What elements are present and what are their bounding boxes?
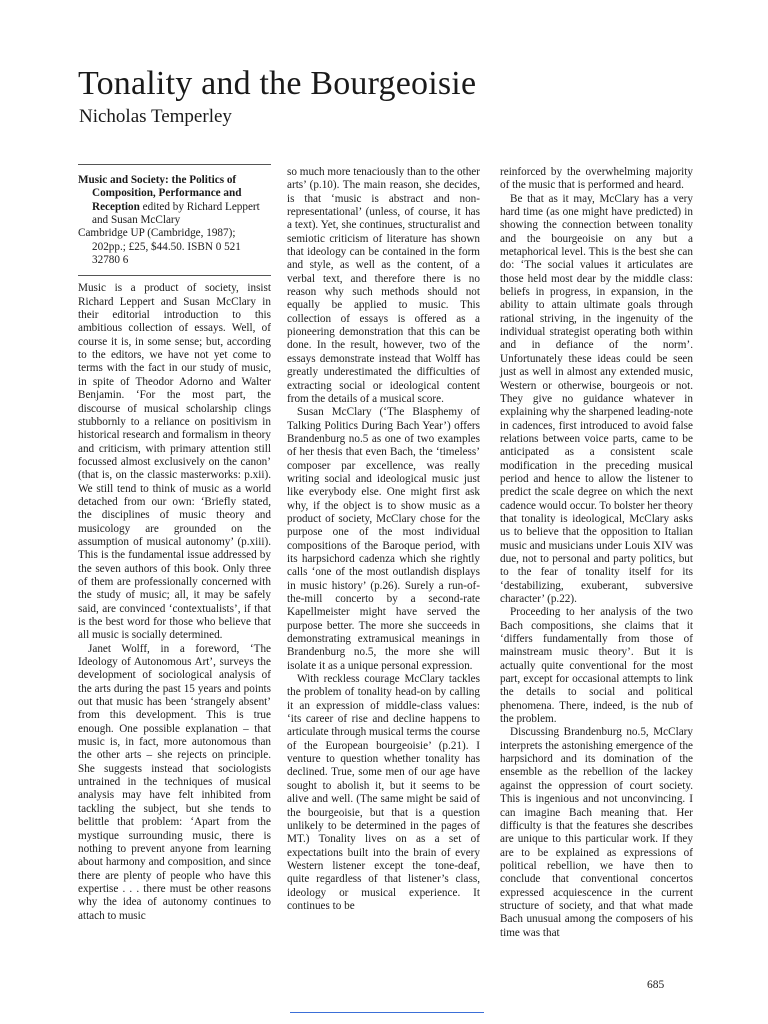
body-paragraph: so much more tenaciously than to the other arts’ (p.10). The main reason, she decides, is that ‘music is abstract and non-representational’ (unless, of course, it has a text). Yet, she continues, structuralist and semiotic criticism of literature has shown that ideology can be contained in the form and style, as well as the content, of a verbal text, and therefore there is no reason why such methods should not equally be applied to music. This collection of essays is offered as a pioneering demonstration that this can be done. In the result, however, two of the essays demonstrate instead that Wolff has greatly underestimated the difficulties of extracting social or ideological content from the details of a musical score. <box>287 166 480 405</box>
body-paragraph: Janet Wolff, in a foreword, ‘The Ideology of Autonomous Art’, surveys the development of sociological analysis of the arts during the past 15 years and points out that music has been ‘strangely absent’ from this development. This is true enough. One possible explanation – that music is, in fact, more autonomous than the other arts – she rejects on principle. She suggests instead that sociologists untrained in the techniques of musical analysis may have felt inhibited from tackling the subject, but she tends to belittle that problem: ‘Apart from the mystique surrounding music, there is nothing to prevent anyone from learning about harmony and composition, and since there are plenty of people who have this expertise . . . there must be other reasons why the idea of autonomy continues to attach to music <box>78 642 271 922</box>
review-book-title: Music and Society: the Politics of Composition, Performance and Reception <box>78 174 242 213</box>
page-number: 685 <box>647 979 665 991</box>
review-publication: Cambridge UP (Cambridge, 1987); 202pp.; £25, $44.50. ISBN 0 521 32780 6 <box>78 227 241 267</box>
column-2 <box>287 166 480 913</box>
body-paragraph: With reckless courage McClary tackles the problem of tonality head-on by calling it an expression of middle-class values: ‘its career of rise and decline happens to articulate through musical terms the course of the European bourgeoisie’ (p.21). I venture to question whether tonality has declined. True, some men of our age have sought to abolish it, but it seems to be alive and well. (The same might be said of the bourgeoisie, but that is a question unlikely to be determined in the pages of MT.) Tonality lives on as a set of expectations built into the brain of every Western listener except the tone-deaf, quite regardless of that listener’s class, ideology or musical experience. It continues to be <box>287 673 480 912</box>
footer-divider <box>290 1012 484 1013</box>
body-paragraph: Proceeding to her analysis of the two Bach compositions, she claims that it ‘differs fundamentally from those of mainstream music theory’. But it is actually quite conventional for the most part, except for occasional attempts to link the details to social and political phenomena. There, indeed, is the nub of the problem. <box>500 606 693 726</box>
column-3 <box>500 166 693 940</box>
body-paragraph: Be that as it may, McClary has a very hard time (as one might have predicted) in showing the connection between tonality and the bourgeoisie on any but a metaphorical level. This is the best she can do: ‘The social values it articulates are those held most dear by the middle class: beliefs in progress, in expansion, in the ability to attain ultimate goals through rational striving, in the ingenuity of the individual strategist operating both within and in defiance of the norm’. Unfortunately these ideas could be seen just as well in almost any extended music, Western or otherwise, bourgeois or not. They give no guidance whatever in explaining why the sharpened leading-note in cadences, first introduced to avoid false relations between voice parts, came to be anticipated as a consistent scale modification in the preceding musical period and hence to allow the listener to predict the scale degree on which the next cadence would occur. To bolster her theory that tonality is ideological, McClary asks us to believe that the opposition to Italian music and musicians under Louis XIV was due, not to personal and party politics, but to the fear of tonality itself for its ‘destabilizing, exuberant, subversive character’ (p.22). <box>500 192 693 605</box>
body-paragraph: Music is a product of society, insist Richard Leppert and Susan McClary in their editorial introduction to this ambitious collection of essays. Well, of course it is, in some sense; but, according to the editors, we have not yet come to terms with the fact in our study of music, in spite of Theodor Adorno and Walter Benjamin. ‘For the most part, the discourse of musical scholarship clings stubbornly to a reliance on positivism in historical research and formalism in theory and criticism, with primary attention still focussed almost exclusively on the canon’ (that is, on the classic masterworks: p.xii). We still tend to think of music as a world detached from our own: ‘Briefly stated, the disciplines of music theory and musicology are grounded on the assumption of musical autonomy’ (p.xiii). This is the fundamental issue addressed by the seven authors of this book. Only three of them are professionally concerned with the study of music; all, it may be safely said, are convinced ‘contextualists’, if that is the best word for those who believe that all music is socially determined. <box>78 282 271 642</box>
body-paragraph: reinforced by the overwhelming majority of the music that is performed and heard. <box>500 166 693 192</box>
column-1 <box>78 164 271 923</box>
article-author: Nicholas Temperley <box>79 106 232 127</box>
review-editors: edited by Richard Leppert and Susan McClary <box>92 200 260 227</box>
body-paragraph: Susan McClary (‘The Blasphemy of Talking Politics During Bach Year’) offers Brandenburg no.5 as one of two examples of her thesis that even Bach, the ‘timeless’ composer par excellence, was really writing social and ideological music just like everybody else. One might first ask why, if the object is to show music as a product of society, McClary chose for the purpose one of the most individual compositions of the Baroque period, with its harpsichord cadenza which she rightly calls ‘one of the most outlandish displays in music history’ (p.26). Surely a run-of-the-mill concerto by a second-rate Kapellmeister might have served the purpose better. The more she succeeds in demonstrating extramusical meanings in Brandenburg no.5, the more she will isolate it as a unique personal expression. <box>287 406 480 672</box>
body-paragraph: Discussing Brandenburg no.5, McClary interprets the astonishing emergence of the harpsichord and its domination of the ensemble as the rebellion of the lackey against the oppression of court society. This is ingenious and not unconvincing. I can imagine Bach meaning that. Her difficulty is that the features she describes are unique to this particular work. If they are to be explained as expressions of political rebellion, we have then to conclude that conventional concertos expressed acquiescence in the current structure of society, and that what made Bach unusual among the composers of his time was that <box>500 726 693 939</box>
book-review-header <box>78 164 271 276</box>
article-title: Tonality and the Bourgeoisie <box>78 65 477 102</box>
